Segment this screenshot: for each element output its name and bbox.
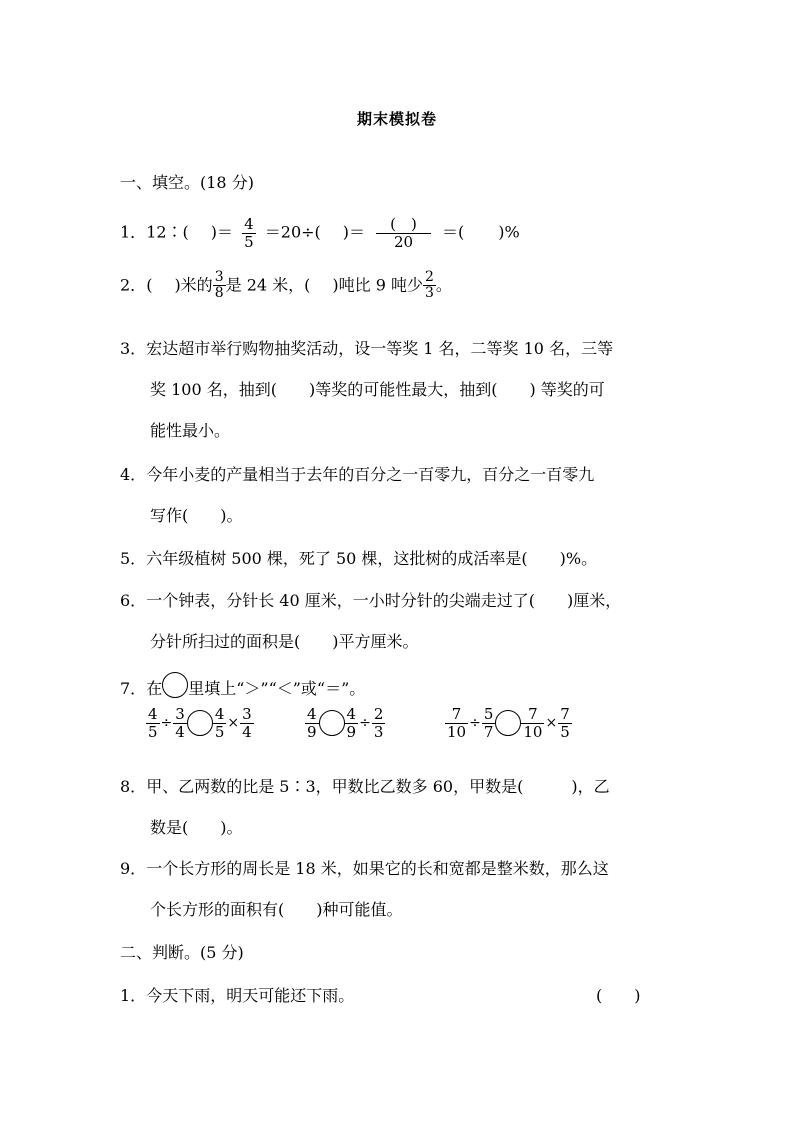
question-9 — [120, 856, 609, 879]
q2-text: )吨比 9 吨少 — [332, 275, 423, 295]
q8-text: 甲、乙两数的比是 5∶3，甲数比乙数多 60，甲数是( )，乙 — [146, 777, 610, 796]
question-2 — [120, 270, 452, 302]
comparison-2 — [305, 706, 385, 740]
fraction: $\frac{7}{10}$ — [447, 705, 467, 741]
question-5 — [120, 546, 597, 569]
fraction: $\frac{7}{10}$ — [523, 705, 543, 741]
q2-text: )米的 — [174, 275, 213, 295]
blank-circle[interactable] — [319, 710, 345, 736]
fraction: $\frac{3}{4}$ — [175, 705, 185, 741]
q1-text: )＝ — [342, 222, 366, 242]
question-3 — [120, 336, 613, 359]
q1-text: ＝20÷( — [264, 222, 321, 242]
fraction: $\frac{4}{9}$ — [307, 705, 317, 741]
question-6 — [120, 588, 621, 611]
question-number: 1． — [120, 986, 147, 1005]
judge-answer-paren[interactable]: ( ) — [596, 986, 641, 1005]
operator: ÷ — [359, 715, 371, 731]
q1-text: )＝ — [210, 222, 234, 242]
q5-text: 六年级植树 500 棵，死了 50 棵，这批树的成活率是( )%。 — [146, 549, 598, 568]
judge-q1-text: 今天下雨，明天可能还下雨。 — [146, 986, 355, 1005]
fraction: $\frac{3}{8}$ — [214, 269, 224, 302]
blank-circle[interactable] — [495, 710, 521, 736]
q1-text: ＝( — [441, 222, 465, 242]
fraction: $\frac{4}{9}$ — [346, 705, 357, 741]
q4-line-2: 写作( )。 — [150, 506, 243, 525]
fraction: $\frac{4}{5}$ — [214, 705, 225, 741]
comparison-3 — [445, 706, 572, 740]
q9-line-2: 个长方形的面积有( )种可能值。 — [150, 900, 403, 919]
question-number: 5． — [120, 549, 147, 568]
fraction: $\frac{5}{7}$ — [483, 705, 494, 741]
q7-text: 里填上“＞”“＜”或“＝”。 — [188, 679, 366, 698]
question-number: 4． — [120, 465, 147, 484]
blank-circle[interactable] — [187, 710, 213, 736]
q2-text: 。 — [435, 275, 452, 295]
operator: ÷ — [469, 715, 481, 731]
q8-line-2: 数是( )。 — [150, 818, 243, 837]
question-1 — [120, 216, 520, 250]
operator: ÷ — [160, 715, 173, 731]
section1-heading: 一、填空。(18 分) — [120, 173, 254, 192]
q2-text: 是 24 米，( — [225, 275, 311, 295]
blank-circle[interactable] — [162, 672, 188, 698]
q4-text: 今年小麦的产量相当于去年的百分之一百零九，百分之一百零九 — [146, 465, 595, 484]
q6-line-2: 分针所扫过的面积是( )平方厘米。 — [150, 632, 419, 651]
q3-text: 宏达超市举行购物抽奖活动，设一等奖 1 名，二等奖 10 名，三等 — [146, 339, 614, 358]
q3-line-3: 能性最小。 — [150, 421, 231, 440]
q3-line-2: 奖 100 名，抽到( )等奖的可能性最大，抽到( ) 等奖的可 — [150, 380, 605, 399]
fraction: $\frac{( )}{20}$ — [376, 216, 431, 250]
judge-question-1 — [120, 983, 354, 1006]
operator: × — [545, 715, 558, 731]
operator: × — [227, 715, 240, 731]
fraction: $\frac{4}{5}$ — [244, 215, 254, 251]
comparison-1 — [146, 706, 254, 740]
section2-heading: 二、判断。(5 分) — [120, 943, 244, 962]
q2-text: ( — [146, 275, 153, 295]
q1-text: )% — [498, 222, 520, 242]
q1-text: 12∶( — [146, 222, 189, 242]
question-number: 1． — [120, 222, 147, 242]
fraction: $\frac{3}{4}$ — [242, 705, 252, 741]
fraction: $\frac{4}{5}$ — [148, 705, 158, 741]
question-number: 9． — [120, 859, 147, 878]
question-number: 2． — [120, 275, 147, 295]
question-number: 6． — [120, 591, 147, 610]
fraction: $\frac{7}{5}$ — [560, 705, 570, 741]
question-number: 7． — [120, 679, 147, 698]
question-8 — [120, 774, 610, 797]
fraction: $\frac{2}{3}$ — [425, 269, 434, 302]
q9-text: 一个长方形的周长是 18 米，如果它的长和宽都是整米数，那么这 — [146, 859, 609, 878]
page-title: 期末模拟卷 — [356, 110, 437, 128]
question-7 — [120, 672, 365, 699]
q6-text: 一个钟表，分针长 40 厘米，一小时分针的尖端走过了( )厘米， — [146, 591, 622, 610]
question-number: 8． — [120, 777, 147, 796]
q7-text: 在 — [146, 679, 163, 698]
fraction: $\frac{2}{3}$ — [373, 705, 384, 741]
question-4 — [120, 462, 594, 485]
question-number: 3． — [120, 339, 147, 358]
